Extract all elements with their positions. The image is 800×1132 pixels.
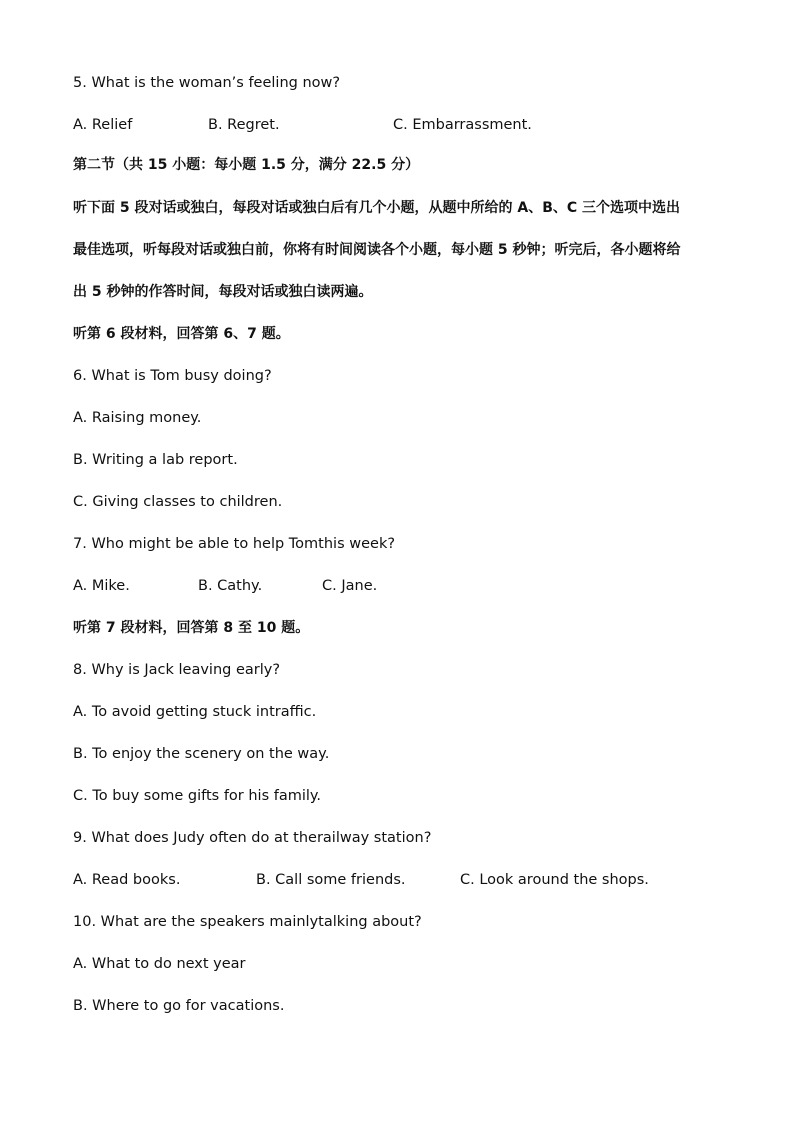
question-8-option-a: A. To avoid getting stuck intraffic. [73,704,317,720]
question-6-option-b: B. Writing a lab report. [73,452,238,468]
question-6-option-a: A. Raising money. [73,410,202,426]
question-5: 5. What is the woman’s feeling now? [73,75,341,91]
question-8: 8. Why is Jack leaving early? [73,662,281,678]
question-7-option-c: C. Jane. [322,578,378,594]
question-10-option-b: B. Where to go for vacations. [73,998,285,1014]
question-7: 7. Who might be able to help Tomthis week? [73,536,396,552]
question-9-option-c: C. Look around the shops. [460,872,649,888]
question-7-option-b: B. Cathy. [198,578,263,594]
question-10-option-a: A. What to do next year [73,956,246,972]
question-8-option-c: C. To buy some gifts for his family. [73,788,322,804]
question-5-option-a: A. Relief [73,117,133,133]
question-9: 9. What does Judy often do at therailway station? [73,830,432,846]
section-2-instructions-line-1: 听下面 5 段对话或独白，每段对话或独白后有几个小题，从题中所给的 A、B、C 三个选项中选出 [73,200,681,216]
question-5-option-c: C. Embarrassment. [393,117,532,133]
question-9-option-a: A. Read books. [73,872,181,888]
question-7-option-a: A. Mike. [73,578,130,594]
material-6-heading: 听第 6 段材料，回答第 6、7 题。 [73,326,290,342]
section-2-instructions-line-2: 最佳选项，听每段对话或独白前，你将有时间阅读各个小题，每小题 5 秒钟；听完后，各小题将给 [73,242,681,258]
question-10: 10. What are the speakers mainlytalking about? [73,914,422,930]
section-2-instructions-line-3: 出 5 秒钟的作答时间，每段对话或独白读两遍。 [73,284,373,300]
question-9-option-b: B. Call some friends. [256,872,406,888]
question-8-option-b: B. To enjoy the scenery on the way. [73,746,330,762]
material-7-heading: 听第 7 段材料，回答第 8 至 10 题。 [73,620,310,636]
question-6-option-c: C. Giving classes to children. [73,494,283,510]
question-5-option-b: B. Regret. [208,117,280,133]
question-6: 6. What is Tom busy doing? [73,368,272,384]
section-2-heading: 第二节（共 15 小题：每小题 1.5 分，满分 22.5 分） [73,157,420,173]
